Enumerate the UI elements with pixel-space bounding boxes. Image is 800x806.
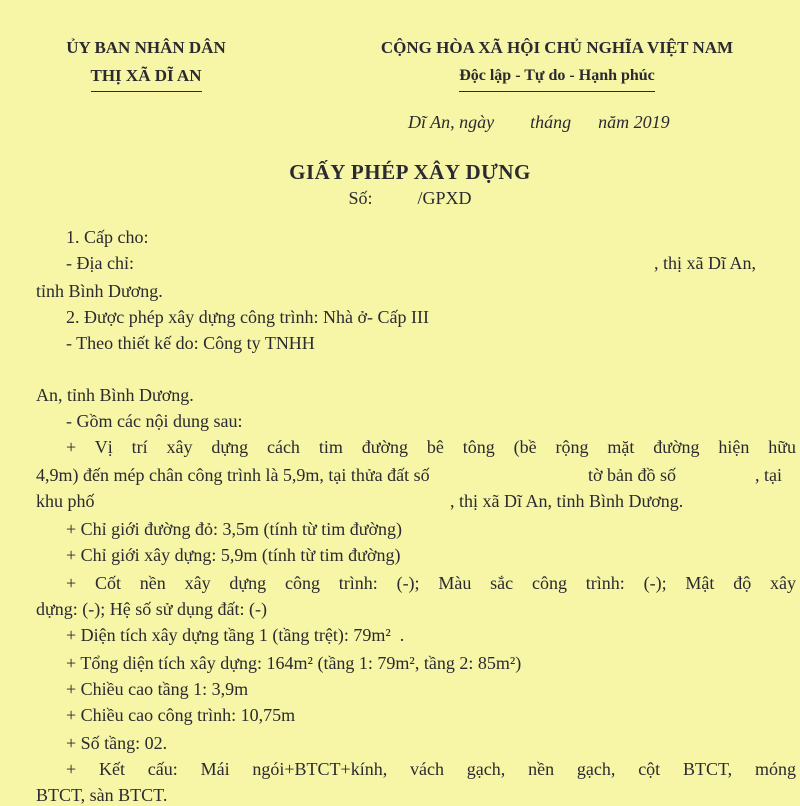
body-line-7: - Gồm các nội dung sau: bbox=[66, 411, 243, 431]
body-line-3: tỉnh Bình Dương. bbox=[36, 281, 163, 301]
date-line: Dĩ An, ngày tháng năm 2019 bbox=[408, 112, 670, 132]
body-line-14: dựng: (-); Hệ số sử dụng đất: (-) bbox=[36, 599, 267, 619]
body-line-9-c: , tại bbox=[755, 465, 782, 485]
body-line-2-suffix: , thị xã Dĩ An, bbox=[654, 253, 756, 273]
body-line-13: + Cốt nền xây dựng công trình: (-); Màu sắc công trình: (-); Mật độ xây bbox=[66, 573, 796, 593]
national-header bbox=[322, 34, 792, 92]
document-number: Số: /GPXD bbox=[348, 188, 472, 208]
body-line-18: + Chiều cao công trình: 10,75m bbox=[66, 705, 296, 725]
issuing-authority bbox=[36, 34, 256, 92]
body-line-9-a: 4,9m) đến mép chân công trình là 5,9m, tại thửa đất số bbox=[36, 465, 430, 485]
body-line-19: + Số tầng: 02. bbox=[66, 733, 168, 753]
national-motto: Độc lập - Tự do - Hạnh phúc bbox=[459, 62, 655, 92]
country-name: CỘNG HÒA XÃ HỘI CHỦ NGHĨA VIỆT NAM bbox=[380, 38, 734, 57]
body-line-12: + Chỉ giới xây dựng: 5,9m (tính từ tim đường) bbox=[66, 545, 401, 565]
authority-line-1: ỦY BAN NHÂN DÂN bbox=[66, 38, 226, 57]
body-line-20: + Kết cấu: Mái ngói+BTCT+kính, vách gạch, nền gạch, cột BTCT, móng bbox=[66, 759, 796, 779]
body-line-17: + Chiều cao tầng 1: 3,9m bbox=[66, 679, 249, 699]
body-line-5: - Theo thiết kế do: Công ty TNHH bbox=[66, 333, 315, 353]
body-line-11: + Chỉ giới đường đỏ: 3,5m (tính từ tim đường) bbox=[66, 519, 402, 539]
authority-line-2: THỊ XÃ DĨ AN bbox=[91, 62, 202, 92]
body-line-8: + Vị trí xây dựng cách tim đường bê tông (bề rộng mặt đường hiện hữu bbox=[66, 437, 796, 457]
body-line-1: 1. Cấp cho: bbox=[66, 227, 149, 247]
document-title: GIẤY PHÉP XÂY DỰNG bbox=[289, 160, 531, 184]
body-line-2-label: - Địa chỉ: bbox=[66, 253, 134, 273]
body-line-4: 2. Được phép xây dựng công trình: Nhà ở- Cấp III bbox=[66, 307, 429, 327]
body-line-6: An, tỉnh Bình Dương. bbox=[36, 385, 194, 405]
body-line-10-a: khu phố bbox=[36, 491, 95, 511]
body-line-16: + Tổng diện tích xây dựng: 164m² (tầng 1: 79m², tầng 2: 85m²) bbox=[66, 653, 522, 673]
body-line-21: BTCT, sàn BTCT. bbox=[36, 785, 168, 805]
body-line-15: + Diện tích xây dựng tầng 1 (tầng trệt): 79m² . bbox=[66, 625, 405, 645]
body-line-10-b: , thị xã Dĩ An, tỉnh Bình Dương. bbox=[450, 491, 684, 511]
body-line-9-b: tờ bản đồ số bbox=[588, 465, 677, 485]
